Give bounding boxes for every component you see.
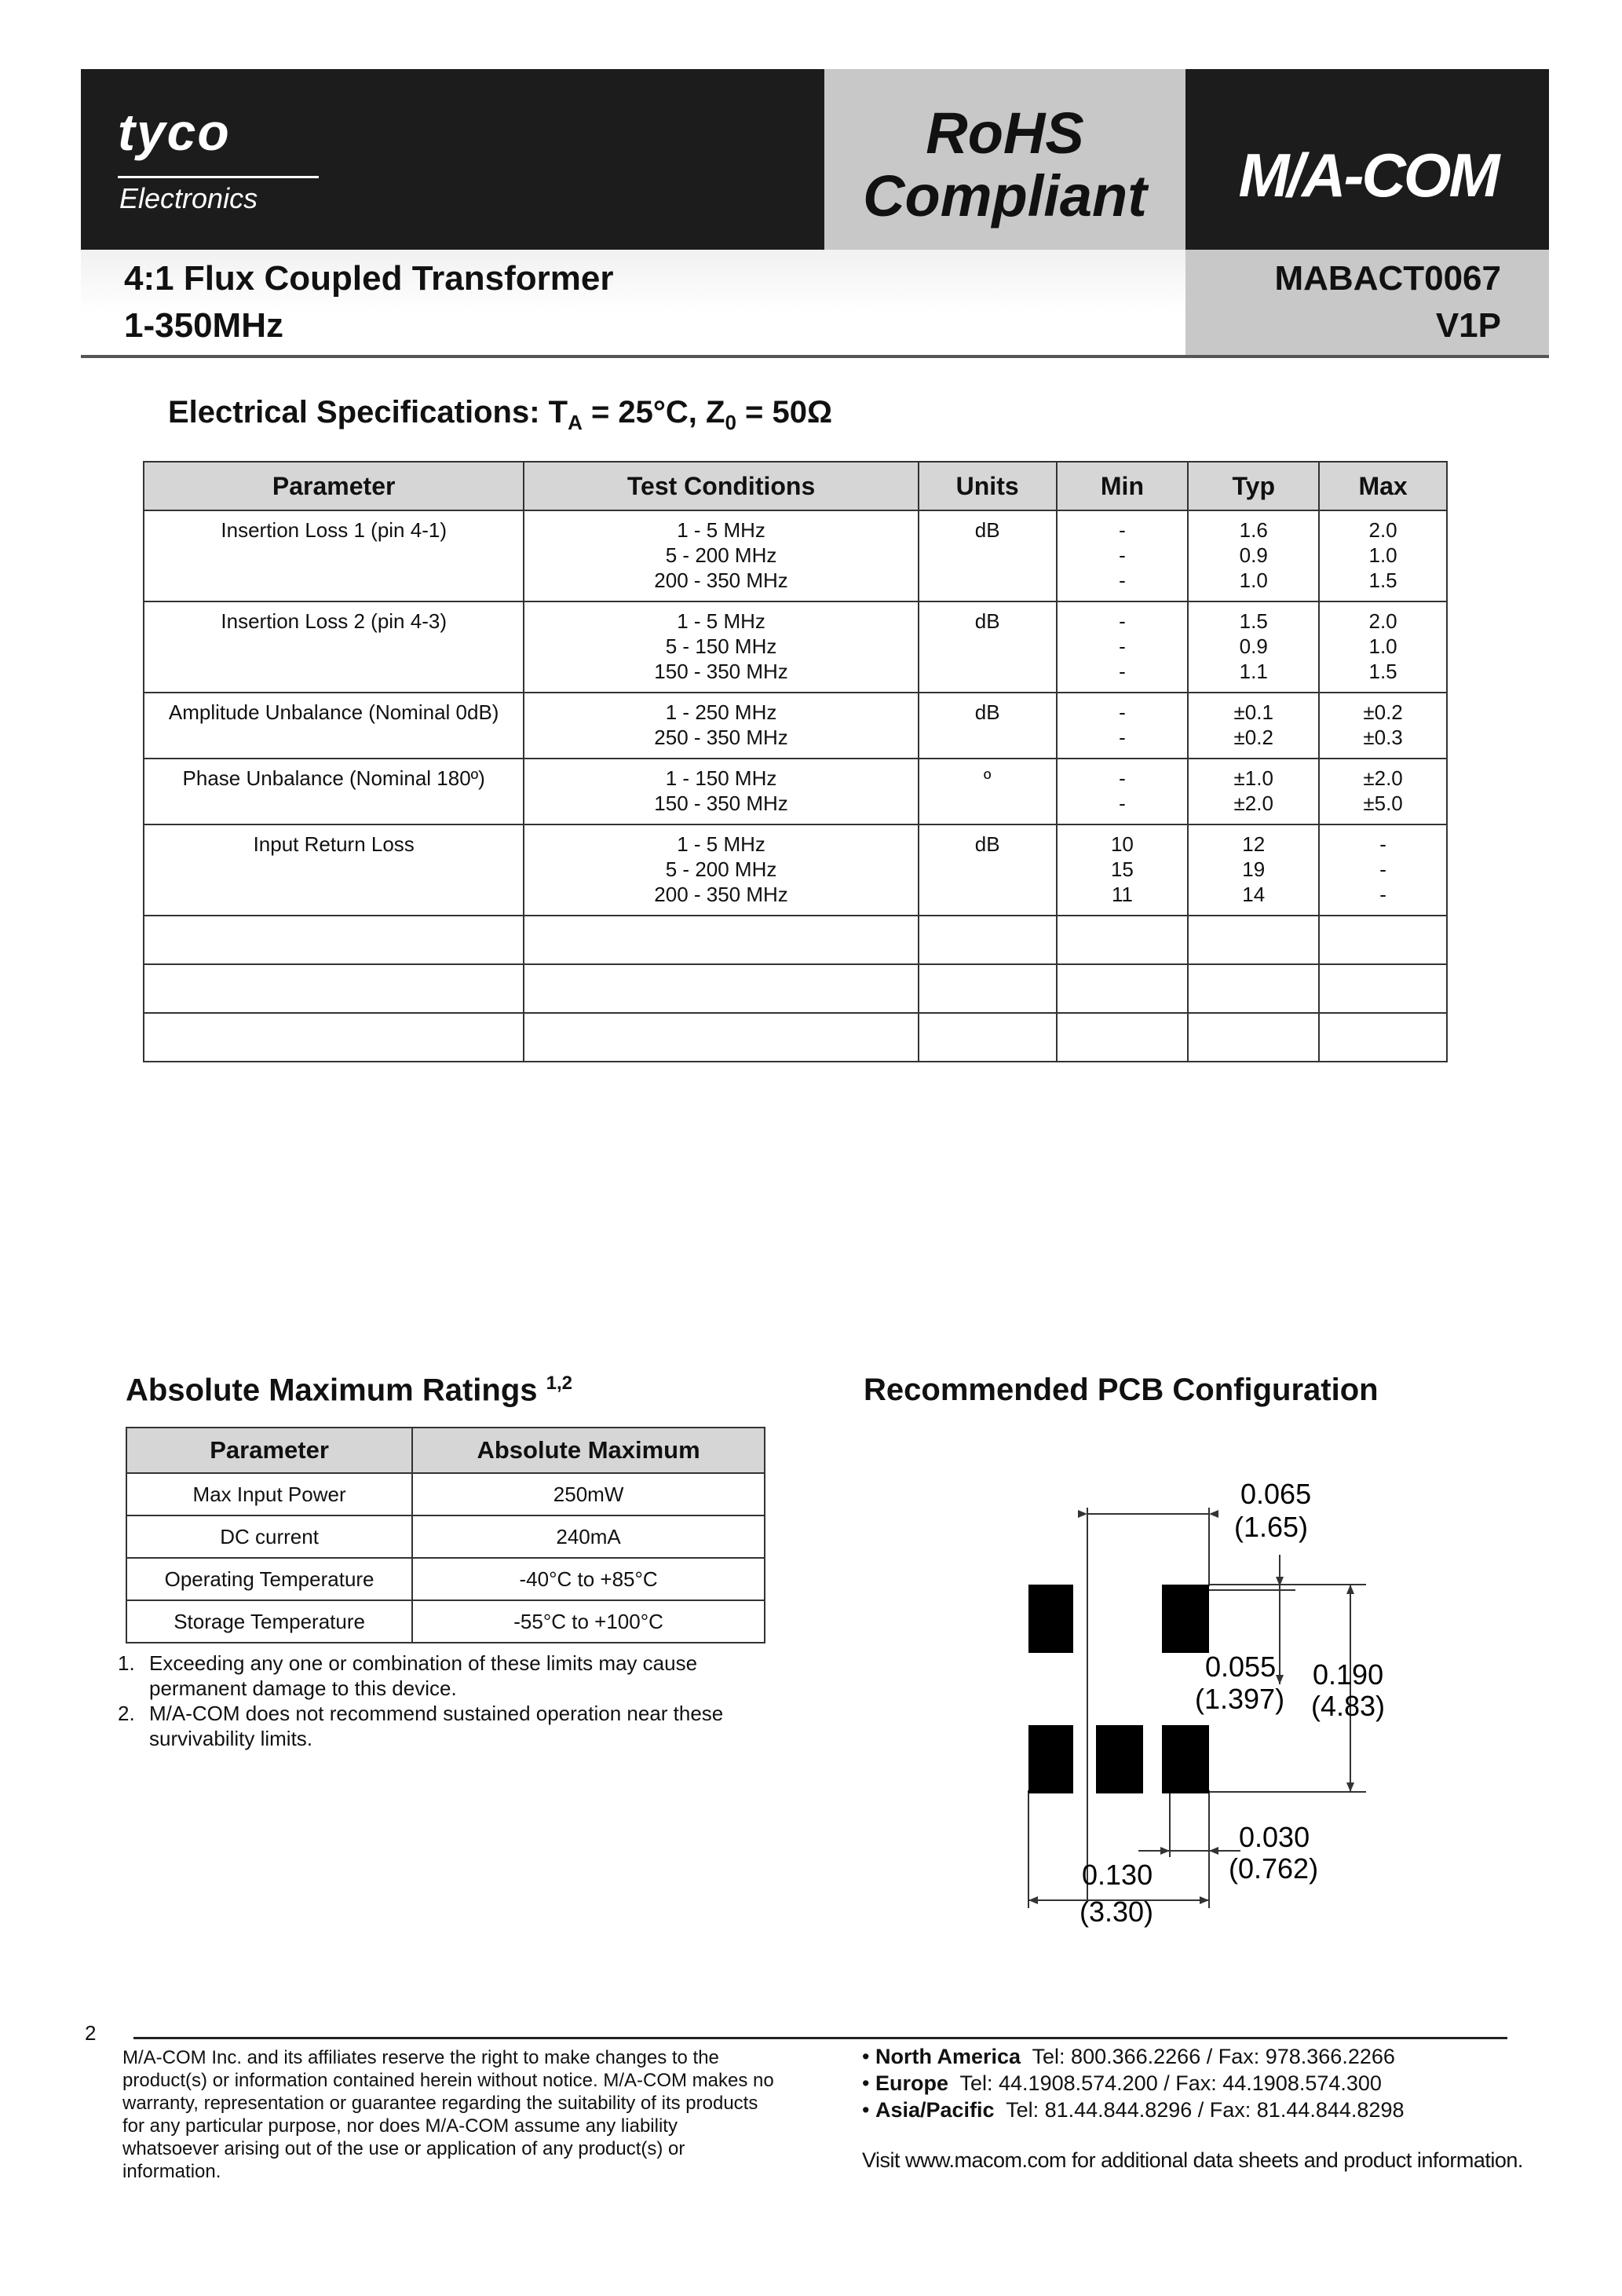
spec-value: ±0.3 — [1363, 726, 1403, 749]
spec-max — [1319, 601, 1447, 693]
table-header-row — [144, 462, 1447, 510]
amr-value: 250mW — [412, 1473, 765, 1515]
spec-value: 0.9 — [1239, 634, 1268, 658]
spec-conditions — [524, 693, 918, 759]
tyco-logo: tyco — [118, 103, 231, 161]
spec-parameter: Amplitude Unbalance (Nominal 0dB) — [144, 693, 524, 759]
pcb-pad — [1028, 1725, 1073, 1793]
spec-value: - — [1119, 766, 1126, 790]
spec-units: dB — [919, 693, 1057, 759]
table-row — [126, 1515, 765, 1558]
version: V1P — [1435, 306, 1501, 345]
spec-value: ±0.2 — [1233, 726, 1273, 749]
empty-cell — [1188, 916, 1319, 964]
dim-label: (1.397) — [1195, 1683, 1285, 1715]
empty-cell — [1188, 964, 1319, 1013]
spec-min — [1057, 601, 1189, 693]
spec-conditions — [524, 601, 918, 693]
empty-cell — [919, 916, 1057, 964]
empty-table-row — [144, 964, 1447, 1013]
spec-typ — [1188, 824, 1319, 916]
contact-item: • North America Tel: 800.366.2266 / Fax: 978.366.2266 — [862, 2045, 1395, 2068]
tyco-logo-rule — [118, 176, 319, 178]
spec-value: 2.0 — [1368, 518, 1397, 542]
dim-label: (1.65) — [1234, 1511, 1309, 1543]
electrical-specs-title: Electrical Specifications: $T_A = 25^\circ C$, $Z_0 = 50\Omega$ — [168, 395, 833, 434]
spec-max — [1319, 510, 1447, 601]
spec-conditions — [524, 759, 918, 824]
table-row — [144, 759, 1447, 824]
amr-value: -40°C to +85°C — [412, 1558, 765, 1600]
spec-value: 1.5 — [1239, 609, 1268, 633]
dim-label: 0.030 — [1239, 1821, 1310, 1853]
empty-cell — [1319, 964, 1447, 1013]
spec-value: 1.0 — [1239, 569, 1268, 592]
empty-cell — [144, 916, 524, 964]
spec-value: ±5.0 — [1363, 792, 1403, 815]
empty-cell — [1319, 1013, 1447, 1062]
col-header: Parameter — [144, 462, 524, 510]
col-header: Max — [1319, 462, 1447, 510]
table-row — [144, 510, 1447, 601]
pcb-title: Recommended PCB Configuration — [864, 1373, 1379, 1407]
spec-value: 1 - 5 MHz — [677, 832, 765, 856]
table-row — [144, 693, 1447, 759]
spec-value: 150 - 350 MHz — [654, 660, 788, 683]
spec-value: 0.9 — [1239, 543, 1268, 567]
contact-list — [862, 2043, 1553, 2123]
empty-cell — [1057, 964, 1189, 1013]
spec-value: 1 - 5 MHz — [677, 609, 765, 633]
table-row — [126, 1558, 765, 1600]
spec-value: 1.1 — [1239, 660, 1268, 683]
spec-max — [1319, 693, 1447, 759]
empty-table-row — [144, 1013, 1447, 1062]
spec-value: 14 — [1242, 883, 1266, 906]
spec-value: 250 - 350 MHz — [654, 726, 788, 749]
rohs-line1: RoHS — [926, 101, 1084, 166]
spec-typ — [1188, 693, 1319, 759]
product-title: 4:1 Flux Coupled Transformer — [124, 259, 614, 298]
dim-label: (0.762) — [1229, 1852, 1319, 1885]
empty-cell — [1319, 916, 1447, 964]
disclaimer: M/A-COM Inc. and its affiliates reserve the right to make changes to the product(s) or information contained herein without notice. M/A-COM makes no warranty, representation or guarantee regarding the suitability of its products for any particular purpose, nor does M/A-COM assume any liability whatsoever arising out of the use or application of any product(s) or information. — [122, 2047, 774, 2182]
macom-logo: M/A-COM — [1238, 141, 1498, 210]
table-header-row — [126, 1428, 765, 1473]
pcb-drawing — [981, 1461, 1452, 1963]
amr-parameter: DC current — [126, 1515, 412, 1558]
spec-conditions — [524, 510, 918, 601]
spec-value: - — [1119, 792, 1126, 815]
spec-value: 15 — [1110, 857, 1134, 881]
spec-value: - — [1379, 883, 1386, 906]
spec-units: dB — [919, 824, 1057, 916]
spec-value: 5 - 200 MHz — [665, 543, 777, 567]
amr-parameter: Operating Temperature — [126, 1558, 412, 1600]
spec-value: ±1.0 — [1233, 766, 1273, 790]
spec-value: 200 - 350 MHz — [654, 569, 788, 592]
spec-min — [1057, 510, 1189, 601]
spec-value: ±2.0 — [1233, 792, 1273, 815]
spec-value: 5 - 150 MHz — [665, 634, 777, 658]
visit-website-text: Visit www.macom.com for additional data sheets and product information. — [862, 2148, 1523, 2172]
empty-cell — [144, 1013, 524, 1062]
spec-value: - — [1379, 857, 1386, 881]
spec-typ — [1188, 601, 1319, 693]
spec-typ — [1188, 510, 1319, 601]
amr-title: Absolute Maximum Ratings $^{1,2}$ — [126, 1373, 572, 1408]
electrical-specs-table — [143, 461, 1448, 1062]
spec-value: - — [1119, 634, 1126, 658]
spec-value: 1.5 — [1368, 569, 1397, 592]
spec-value: ±0.1 — [1233, 700, 1273, 724]
spec-value: 1 - 5 MHz — [677, 518, 765, 542]
spec-typ — [1188, 759, 1319, 824]
spec-parameter: Phase Unbalance (Nominal 180º) — [144, 759, 524, 824]
contact-item: • Asia/Pacific Tel: 81.44.844.8296 / Fax: 81.44.844.8298 — [862, 2098, 1405, 2122]
spec-max — [1319, 824, 1447, 916]
dim-label: (4.83) — [1311, 1690, 1386, 1722]
spec-value: 150 - 350 MHz — [654, 792, 788, 815]
pcb-pad — [1162, 1585, 1209, 1653]
rohs-line2: Compliant — [863, 163, 1147, 229]
table-row — [126, 1473, 765, 1515]
empty-cell — [919, 964, 1057, 1013]
spec-units: dB — [919, 510, 1057, 601]
empty-cell — [1188, 1013, 1319, 1062]
tyco-logo-sub: Electronics — [119, 182, 258, 214]
empty-cell — [1057, 916, 1189, 964]
spec-value: - — [1119, 518, 1126, 542]
col-header: Typ — [1188, 462, 1319, 510]
spec-value: - — [1119, 726, 1126, 749]
amr-value: -55°C to +100°C — [412, 1600, 765, 1643]
amr-notes — [118, 1651, 793, 1751]
empty-cell — [144, 964, 524, 1013]
spec-value: 1.0 — [1368, 543, 1397, 567]
col-header: Parameter — [126, 1428, 412, 1473]
spec-value: 1 - 250 MHz — [665, 700, 777, 724]
spec-min — [1057, 759, 1189, 824]
rohs-badge — [824, 102, 1185, 228]
spec-units: º — [919, 759, 1057, 824]
amr-table — [126, 1427, 765, 1643]
spec-value: - — [1119, 543, 1126, 567]
part-number: MABACT0067 — [1274, 259, 1501, 298]
dim-label: 0.055 — [1205, 1651, 1277, 1683]
col-header: Units — [919, 462, 1057, 510]
spec-value: 1.6 — [1239, 518, 1268, 542]
dim-label: (3.30) — [1080, 1896, 1154, 1928]
col-header: Absolute Maximum — [412, 1428, 765, 1473]
note-item: 2. M/A-COM does not recommend sustained operation near these survivability limits. — [118, 1702, 724, 1750]
spec-value: 1.5 — [1368, 660, 1397, 683]
amr-parameter: Max Input Power — [126, 1473, 412, 1515]
empty-cell — [1057, 1013, 1189, 1062]
table-row — [144, 824, 1447, 916]
table-row — [144, 601, 1447, 693]
empty-cell — [524, 964, 918, 1013]
amr-value: 240mA — [412, 1515, 765, 1558]
spec-value: 1 - 150 MHz — [665, 766, 777, 790]
spec-value: - — [1119, 660, 1126, 683]
page-number: 2 — [85, 2021, 97, 2045]
frequency-range: 1-350MHz — [124, 306, 283, 345]
spec-value: 19 — [1242, 857, 1266, 881]
spec-value: 11 — [1111, 883, 1133, 906]
dim-label: 0.190 — [1313, 1658, 1384, 1691]
spec-value: 5 - 200 MHz — [665, 857, 777, 881]
pcb-pad — [1028, 1585, 1073, 1653]
spec-value: ±2.0 — [1363, 766, 1403, 790]
contact-item: • Europe Tel: 44.1908.574.200 / Fax: 44.1908.574.300 — [862, 2071, 1382, 2095]
dim-label: 0.065 — [1240, 1478, 1312, 1510]
spec-value: 1.0 — [1368, 634, 1397, 658]
col-header: Min — [1057, 462, 1189, 510]
table-row — [126, 1600, 765, 1643]
note-item: 1. Exceeding any one or combination of these limits may cause permanent damage to this device. — [118, 1651, 698, 1700]
amr-parameter: Storage Temperature — [126, 1600, 412, 1643]
spec-value: ±0.2 — [1363, 700, 1403, 724]
dim-label: 0.130 — [1082, 1859, 1153, 1891]
spec-value: 12 — [1242, 832, 1266, 856]
spec-value: - — [1119, 609, 1126, 633]
footer-rule — [133, 2037, 1507, 2039]
pcb-pad — [1162, 1725, 1209, 1793]
empty-table-row — [144, 916, 1447, 964]
spec-units: dB — [919, 601, 1057, 693]
col-header: Test Conditions — [524, 462, 918, 510]
empty-cell — [524, 1013, 918, 1062]
spec-parameter: Input Return Loss — [144, 824, 524, 916]
spec-parameter: Insertion Loss 2 (pin 4-3) — [144, 601, 524, 693]
spec-conditions — [524, 824, 918, 916]
spec-min — [1057, 693, 1189, 759]
subheader-rule — [81, 355, 1549, 358]
spec-value: 2.0 — [1368, 609, 1397, 633]
spec-value: 200 - 350 MHz — [654, 883, 788, 906]
spec-value: - — [1379, 832, 1386, 856]
spec-parameter: Insertion Loss 1 (pin 4-1) — [144, 510, 524, 601]
spec-value: - — [1119, 569, 1126, 592]
spec-min — [1057, 824, 1189, 916]
pcb-pad — [1096, 1725, 1143, 1793]
spec-value: - — [1119, 700, 1126, 724]
empty-cell — [919, 1013, 1057, 1062]
spec-value: 10 — [1110, 832, 1134, 856]
spec-max — [1319, 759, 1447, 824]
empty-cell — [524, 916, 918, 964]
